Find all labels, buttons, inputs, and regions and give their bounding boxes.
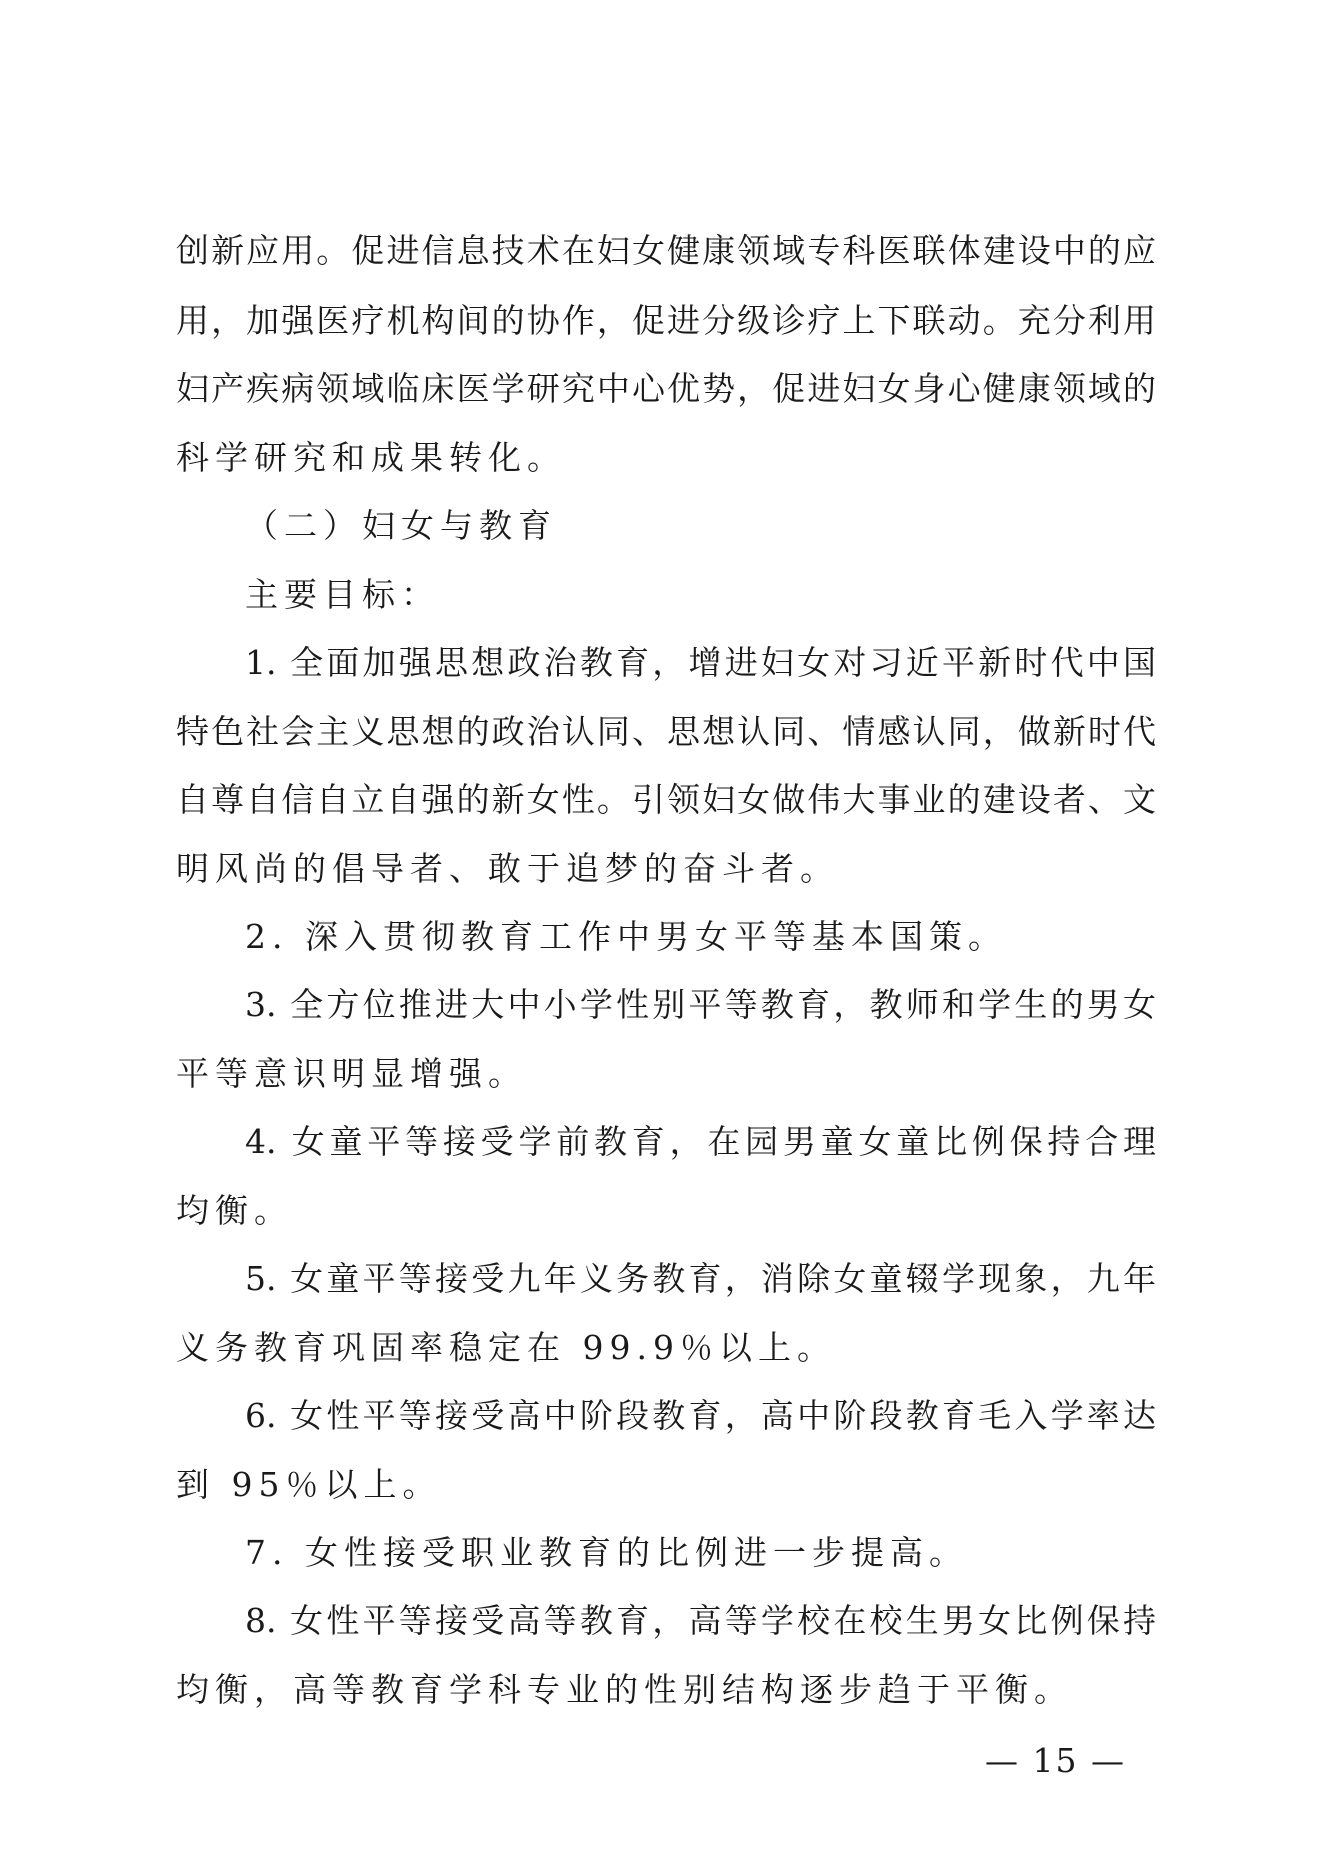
goal-item-1-line: 特色社会主义思想的政治认同、思想认同、情感认同，做新时代 xyxy=(176,712,1156,751)
section-heading: （二）妇女与教育 xyxy=(245,506,557,545)
goal-item-4-line: 4. 女童平等接受学前教育，在园男童女童比例保持合理 xyxy=(245,1122,1156,1161)
goal-item-7-line: 7. 女性接受职业教育的比例进一步提高。 xyxy=(245,1533,968,1572)
goal-item-1-line: 明风尚的倡导者、敢于追梦的奋斗者。 xyxy=(176,849,839,888)
goal-item-6-line: 到 95％以上。 xyxy=(176,1465,442,1504)
goal-item-6-line: 6. 女性平等接受高中阶段教育，高中阶段教育毛入学率达 xyxy=(245,1396,1156,1435)
goal-item-5-line: 5. 女童平等接受九年义务教育，消除女童辍学现象，九年 xyxy=(245,1259,1156,1298)
goal-item-8-line: 均衡，高等教育学科专业的性别结构逐步趋于平衡。 xyxy=(176,1670,1073,1709)
body-text-line: 用，加强医疗机构间的协作，促进分级诊疗上下联动。充分利用 xyxy=(176,301,1156,340)
subsection-label: 主要目标： xyxy=(245,575,440,614)
body-text-line: 创新应用。促进信息技术在妇女健康领域专科医联体建设中的应 xyxy=(176,231,1156,270)
page-number: — 15 — xyxy=(985,1741,1126,1780)
goal-item-1-line: 1. 全面加强思想政治教育，增进妇女对习近平新时代中国 xyxy=(245,643,1156,682)
body-text-line: 科学研究和成果转化。 xyxy=(176,438,566,477)
body-text-line: 妇产疾病领域临床医学研究中心优势，促进妇女身心健康领域的 xyxy=(176,369,1156,408)
goal-item-2-line: 2. 深入贯彻教育工作中男女平等基本国策。 xyxy=(245,917,1007,956)
goal-item-8-line: 8. 女性平等接受高等教育，高等学校在校生男女比例保持 xyxy=(245,1601,1156,1640)
goal-item-1-line: 自尊自信自立自强的新女性。引领妇女做伟大事业的建设者、文 xyxy=(176,780,1156,819)
goal-item-5-line: 义务教育巩固率稳定在 99.9％以上。 xyxy=(176,1328,836,1367)
goal-item-4-line: 均衡。 xyxy=(176,1191,293,1230)
goal-item-3-line: 平等意识明显增强。 xyxy=(176,1054,527,1093)
goal-item-3-line: 3. 全方位推进大中小学性别平等教育，教师和学生的男女 xyxy=(245,985,1156,1024)
